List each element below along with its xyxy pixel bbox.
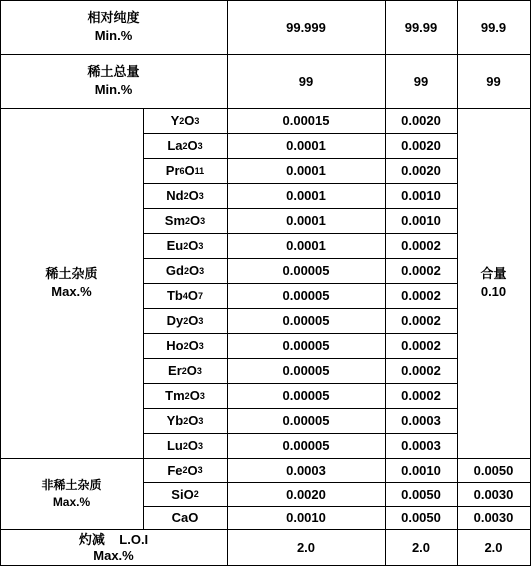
- impurity-value-9999: 0.0002: [401, 363, 441, 378]
- treo-value-3: 99: [486, 73, 501, 89]
- re-combined-label: 合量: [480, 267, 507, 282]
- impurity-value-99999: 0.00005: [282, 413, 330, 428]
- re-combined-cell: [457, 108, 530, 458]
- impurity-value-99999: 0.00005: [282, 338, 330, 353]
- impurity-value-9999: 0.0002: [401, 388, 441, 403]
- oxide-formula: Lu 2 O 3: [166, 438, 204, 453]
- treo-label: 稀土总量: [87, 65, 140, 80]
- impurity-value-99999: 0.0001: [286, 213, 326, 228]
- re-impurities-unit: Max.%: [51, 284, 92, 299]
- treo-header: [0, 54, 227, 108]
- loi-value-1: 2.0: [296, 539, 316, 555]
- oxide-formula: Yb 2 O 3: [166, 413, 204, 428]
- impurity-value-999: 0.0050: [473, 462, 514, 478]
- impurity-value-99999: 0.0001: [286, 138, 326, 153]
- formula-oxygen: O: [188, 413, 199, 428]
- impurity-value-9999: 0.0020: [401, 163, 441, 178]
- formula-oxygen: O: [186, 363, 197, 378]
- impurity-value-9999: 0.0020: [401, 113, 441, 128]
- impurity-value-99999: 0.00005: [282, 363, 330, 378]
- impurity-value-99999: 0.0010: [286, 510, 326, 525]
- formula-element: Fe: [167, 462, 183, 478]
- formula-oxygen: O: [187, 138, 198, 153]
- formula-element: Ca: [171, 510, 189, 525]
- impurity-value-99999: 0.00005: [282, 438, 330, 453]
- impurity-value-9999: 0.0010: [401, 462, 441, 478]
- formula-oxygen: O: [188, 510, 199, 525]
- formula-element: Tb: [166, 288, 183, 303]
- oxide-formula: Nd 2 O 3: [166, 188, 204, 203]
- formula-oxygen: O: [189, 388, 200, 403]
- formula-element: Pr: [165, 163, 180, 178]
- loi-label-cn: 灼减: [78, 532, 105, 548]
- formula-element: Sm: [164, 213, 186, 228]
- impurity-value-99999: 0.00005: [282, 313, 330, 328]
- impurity-value-9999: 0.0050: [401, 510, 441, 525]
- oxide-formula: Tb 4 O 7: [166, 288, 204, 303]
- formula-oxygen: O: [183, 486, 194, 502]
- formula-element: Er: [168, 363, 182, 378]
- formula-element: La: [167, 138, 183, 153]
- impurity-value-99999: 0.0001: [286, 163, 326, 178]
- impurity-value-99999: 0.0003: [286, 462, 326, 478]
- treo-value-1: 99: [298, 73, 314, 89]
- oxide-formula: Si O 2: [171, 486, 199, 502]
- impurity-value-9999: 0.0002: [401, 238, 441, 253]
- purity-unit: Min.%: [94, 28, 133, 43]
- re-impurities-label: 稀土杂质: [45, 267, 98, 282]
- formula-oxygen: O: [188, 188, 199, 203]
- impurity-value-99999: 0.00005: [282, 388, 330, 403]
- oxide-formula: Y 2 O 3: [170, 113, 200, 128]
- oxide-formula: Tm 2 O 3: [165, 388, 205, 403]
- oxide-formula: Fe 2 O 3: [167, 462, 203, 478]
- impurity-value-99999: 0.00015: [282, 113, 330, 128]
- impurity-value-9999: 0.0010: [401, 213, 441, 228]
- impurity-value-99999: 0.0020: [286, 486, 326, 502]
- formula-oxygen: O: [187, 462, 198, 478]
- impurity-value-99999: 0.0001: [286, 188, 326, 203]
- oxide-formula: Sm 2 O 3: [164, 213, 206, 228]
- oxide-formula: Eu 2 O 3: [166, 238, 204, 253]
- purity-label: 相对纯度: [87, 11, 140, 26]
- oxide-formula: [143, 506, 227, 529]
- formula-oxygen: O: [187, 438, 198, 453]
- re-combined-value: 0.10: [480, 284, 507, 299]
- non-re-impurities-header: [0, 458, 143, 529]
- formula-element: Tm: [165, 388, 185, 403]
- formula-element: Y: [170, 113, 180, 128]
- formula-element: Eu: [166, 238, 184, 253]
- purity-value-1: 99.999: [286, 19, 326, 35]
- formula-oxygen: O: [190, 213, 201, 228]
- formula-oxygen: O: [188, 338, 199, 353]
- formula-element: Si: [171, 486, 184, 502]
- purity-value-2: 99.99: [404, 19, 438, 35]
- impurity-value-9999: 0.0010: [401, 188, 441, 203]
- formula-oxygen: O: [188, 238, 199, 253]
- formula-element: Lu: [166, 438, 183, 453]
- impurity-value-99999: 0.0001: [286, 238, 326, 253]
- impurity-value-9999: 0.0002: [401, 263, 441, 278]
- re-impurities-header: [0, 108, 143, 458]
- formula-element: Yb: [166, 413, 184, 428]
- impurity-value-9999: 0.0050: [401, 486, 441, 502]
- impurity-value-9999: 0.0003: [401, 438, 441, 453]
- oxide-formula: Pr 6 O 11: [165, 163, 205, 178]
- impurity-value-99999: 0.00005: [282, 263, 330, 278]
- formula-oxygen: O: [188, 263, 200, 278]
- formula-element: Nd: [166, 188, 184, 203]
- formula-oxygen: O: [187, 288, 198, 303]
- loi-label-en: L.O.I: [119, 531, 149, 547]
- impurity-value-9999: 0.0003: [401, 413, 441, 428]
- formula-element: Dy: [166, 313, 184, 328]
- oxide-formula: Er 2 O 3: [168, 363, 202, 378]
- impurity-value-99999: 0.00005: [282, 288, 330, 303]
- formula-element: Ho: [166, 338, 184, 353]
- oxide-formula: La 2 O 3: [167, 138, 203, 153]
- loi-value-2: 2.0: [411, 539, 431, 555]
- formula-oxygen: O: [184, 163, 195, 178]
- treo-value-2: 99: [413, 73, 429, 89]
- formula-oxygen: O: [188, 313, 199, 328]
- impurity-value-9999: 0.0002: [401, 313, 441, 328]
- impurity-value-9999: 0.0020: [401, 138, 441, 153]
- formula-oxygen: O: [184, 113, 195, 128]
- oxide-formula: Ho 2 O 3: [166, 338, 204, 353]
- impurity-value-999: 0.0030: [473, 486, 514, 502]
- treo-unit: Min.%: [94, 82, 133, 97]
- loi-header: [0, 529, 227, 565]
- impurity-value-999: 0.0030: [473, 510, 514, 525]
- loi-unit: Max.%: [93, 547, 134, 563]
- impurity-value-9999: 0.0002: [401, 288, 441, 303]
- formula-element: Gd: [165, 263, 184, 278]
- purity-header: [0, 0, 227, 54]
- non-re-impurities-unit: Max.%: [52, 494, 91, 509]
- oxide-formula: Gd 2 O 3: [165, 263, 205, 278]
- purity-value-3: 99.9: [480, 19, 507, 35]
- loi-value-3: 2.0: [484, 539, 503, 555]
- oxide-formula: Dy 2 O 3: [166, 313, 204, 328]
- non-re-impurities-label: 非稀土杂质: [41, 477, 102, 492]
- impurity-value-9999: 0.0002: [401, 338, 441, 353]
